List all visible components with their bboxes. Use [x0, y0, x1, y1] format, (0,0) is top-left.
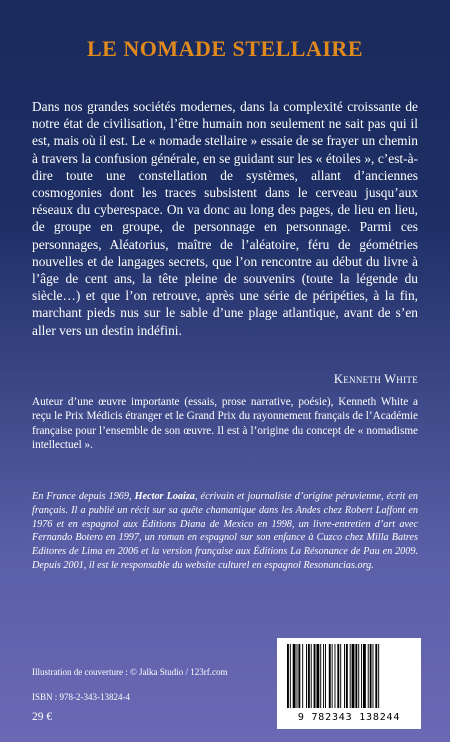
author-note: Auteur d’une œuvre importante (essais, prose narrative, poésie), Kenneth White a reçu le Prix Médicis étranger et le Grand Prix du rayonnement français de l’Académie française pour l’ensemble de son œuvre. Il est à l’origine du concept de « nomadisme intellectuel ». — [32, 396, 418, 452]
barcode-bar — [314, 644, 316, 708]
barcode-bar — [368, 644, 369, 708]
cover-illustration-credit: Illustration de couverture : © Jalka Studio / 123rf.com — [32, 667, 228, 677]
barcode-bar — [346, 644, 348, 708]
book-blurb: Dans nos grandes sociétés modernes, dans la complexité croissante de notre état de civilisation, l’être humain non seulement ne sait pas qui il est, mais où il est. Le « nomade stellaire » essaie de se frayer un chemin à travers la confusion générale, en se guidant sur les « étoiles », c’est-à-dire toute une constellation de systèmes, allant d’anciennes cosmogonies dont les traces subsistent dans le cerveau jusqu’aux réseaux du cyberespace. On va donc au long des pages, de lieu en lieu, de groupe en groupe, de personnage en personnage. Parmi ces personnages, Aléatorius, maître de l’aléatoire, féru de géométries nouvelles et de langages secrets, que l’on rencontre au début du livre à l’âge de cent ans, la tête pleine de souvenirs (toute la légende du siècle…) et que l’on retrouve, après une série de péripéties, à la fin, marchant pieds nus sur le sable d’une plage atlantique, avant de s’en aller vers un destin indéfini. — [32, 99, 418, 338]
barcode-bar — [361, 644, 362, 708]
barcode-digits: 9 782343 138244 — [297, 712, 401, 723]
bio-intro: En France depuis 1969, — [32, 491, 135, 502]
barcode-bar — [311, 644, 312, 708]
barcode-bar — [337, 644, 339, 708]
isbn: ISBN : 978-2-343-13824-4 — [32, 692, 130, 702]
barcode-bar — [302, 644, 303, 708]
barcode-bar — [298, 644, 300, 708]
barcode-bar — [355, 644, 357, 708]
barcode-bar — [329, 644, 331, 708]
barcode-bar — [293, 644, 296, 708]
bio-name: Hector Loaiza — [134, 491, 195, 502]
bio-rest: , écrivain et journaliste d’origine péruvienne, écrit en français. Il a publié un récit sur sa quête chamanique dans les Andes chez Robert Laffont en 1976 et en espagnol aux Éditions Diana de Mexico en 1998, un livre-entretien d’art avec Fernando Botero en 1997, un roman en espagnol sur son enfance à Cuzco chez Milla Batres Editores de Lima en 2006 et la version française aux Éditions La Résonance de Pau en 2009. Depuis 2001, il est le responsable du website culturel en espagnol Resonancias.org. — [32, 491, 418, 571]
barcode-bar — [363, 644, 366, 708]
barcode-bar — [323, 644, 324, 708]
barcode-bar — [370, 644, 372, 708]
barcode-bar — [306, 644, 307, 708]
barcode — [277, 638, 421, 729]
barcode-bar — [350, 644, 351, 708]
barcode-bar — [378, 644, 379, 708]
barcode-bar — [373, 644, 374, 708]
price: 29 € — [32, 711, 53, 723]
barcode-bar — [358, 644, 359, 708]
barcode-bar — [335, 644, 336, 708]
barcode-bars — [285, 644, 413, 710]
barcode-bar — [325, 644, 326, 708]
blurb-signature: Kenneth White — [333, 372, 418, 386]
barcode-bar — [308, 644, 310, 708]
barcode-bar — [352, 644, 355, 708]
barcode-bar — [375, 644, 377, 708]
barcode-bar — [290, 644, 291, 708]
barcode-bar — [332, 644, 333, 708]
barcode-bar — [320, 644, 321, 708]
barcode-bar — [316, 644, 319, 708]
barcode-bar — [340, 644, 341, 708]
barcode-bar — [287, 644, 289, 708]
barcode-bar — [297, 644, 298, 708]
translator-bio — [32, 490, 418, 573]
barcode-bar — [344, 644, 345, 708]
book-title: LE NOMADE STELLAIRE — [86, 36, 363, 61]
